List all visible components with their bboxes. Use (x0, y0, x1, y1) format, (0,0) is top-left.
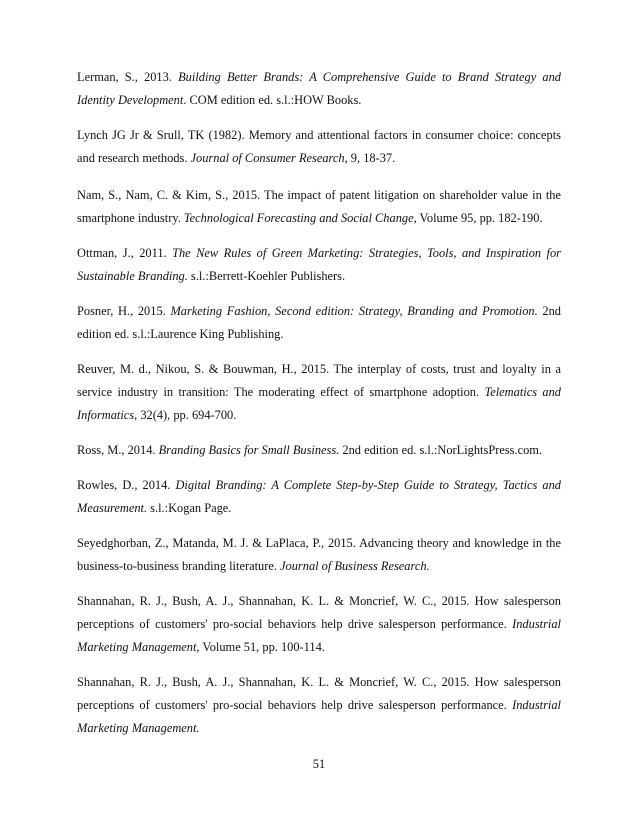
reference-entry (77, 439, 561, 462)
reference-entry (77, 590, 561, 659)
reference-text: s.l.:Berrett-Koehler Publishers. (187, 269, 346, 283)
reference-text: 32(4), pp. 694-700. (137, 408, 237, 422)
reference-entry (77, 671, 561, 740)
reference-text: s.l.:Kogan Page. (147, 501, 232, 515)
reference-entry (77, 184, 561, 230)
reference-text: 2nd edition ed. s.l.:NorLightsPress.com. (339, 443, 543, 457)
reference-text: Ottman, J., 2011. (77, 246, 173, 260)
reference-text: Lerman, S., 2013. (77, 70, 179, 84)
reference-text: Seyedghorban, Z., Matanda, M. J. & LaPlaca, P., 2015. Advancing theory and knowledge in the business-to-business branding literature. (77, 536, 561, 573)
reference-journal: Industrial Marketing Management. (77, 698, 561, 735)
reference-text: Volume 51, pp. 100-114. (199, 640, 325, 654)
reference-text: Shannahan, R. J., Bush, A. J., Shannahan, K. L. & Moncrief, W. C., 2015. How salesperson perceptions of customers' pro-social behaviors help drive salesperson performance. (77, 675, 561, 712)
reference-entry (77, 124, 561, 170)
reference-text: , 9, 18-37. (344, 151, 396, 165)
reference-entry (77, 66, 561, 112)
reference-entry (77, 242, 561, 288)
reference-text: Nam, S., Nam, C. & Kim, S., 2015. The impact of patent litigation on shareholder value in the smartphone industry. (77, 188, 561, 225)
reference-entry (77, 474, 561, 520)
reference-journal: Telematics and Informatics, (77, 385, 562, 422)
reference-title: Marketing Fashion, Second edition: Strategy, Branding and Promotion. (170, 304, 538, 318)
reference-text: Reuver, M. d., Nikou, S. & Bouwman, H., 2015. The interplay of costs, trust and loyalty in a service industry in transition: The moderating effect of smartphone adoption. (77, 362, 561, 399)
reference-entry (77, 358, 561, 427)
reference-title: Building Better Brands: A Comprehensive Guide to Brand Strategy and Identity Development (77, 70, 561, 107)
reference-text: 2nd edition ed. s.l.:Laurence King Publishing. (77, 304, 562, 341)
reference-journal: Journal of Business Research. (280, 559, 430, 573)
reference-journal: Journal of Consumer Research (190, 151, 345, 165)
reference-text: Posner, H., 2015. (77, 304, 171, 318)
reference-text: Lynch JG Jr & Srull, TK (1982). Memory and attentional factors in consumer choice: concepts and research methods. (77, 128, 561, 165)
reference-text: Ross, M., 2014. (77, 443, 159, 457)
reference-text: Shannahan, R. J., Bush, A. J., Shannahan, K. L. & Moncrief, W. C., 2015. How salesperson perceptions of customers' pro-social behaviors help drive salesperson performance. (77, 594, 561, 631)
reference-title: Branding Basics for Small Business. (158, 443, 340, 457)
reference-title: The New Rules of Green Marketing: Strategies, Tools, and Inspiration for Sustainable Branding. (77, 246, 562, 283)
reference-entry (77, 532, 561, 578)
reference-entry (77, 300, 561, 346)
reference-text: . COM edition ed. s.l.:HOW Books. (183, 93, 362, 107)
reference-journal: Technological Forecasting and Social Change, (183, 211, 417, 225)
page-number: 51 (312, 757, 326, 771)
reference-list (77, 66, 561, 752)
reference-text: Rowles, D., 2014. (77, 478, 176, 492)
reference-text: Volume 95, pp. 182-190. (416, 211, 543, 225)
reference-title: Digital Branding: A Complete Step-by-Step Guide to Strategy, Tactics and Measurement. (77, 478, 561, 515)
reference-journal: Industrial Marketing Management, (77, 617, 561, 654)
